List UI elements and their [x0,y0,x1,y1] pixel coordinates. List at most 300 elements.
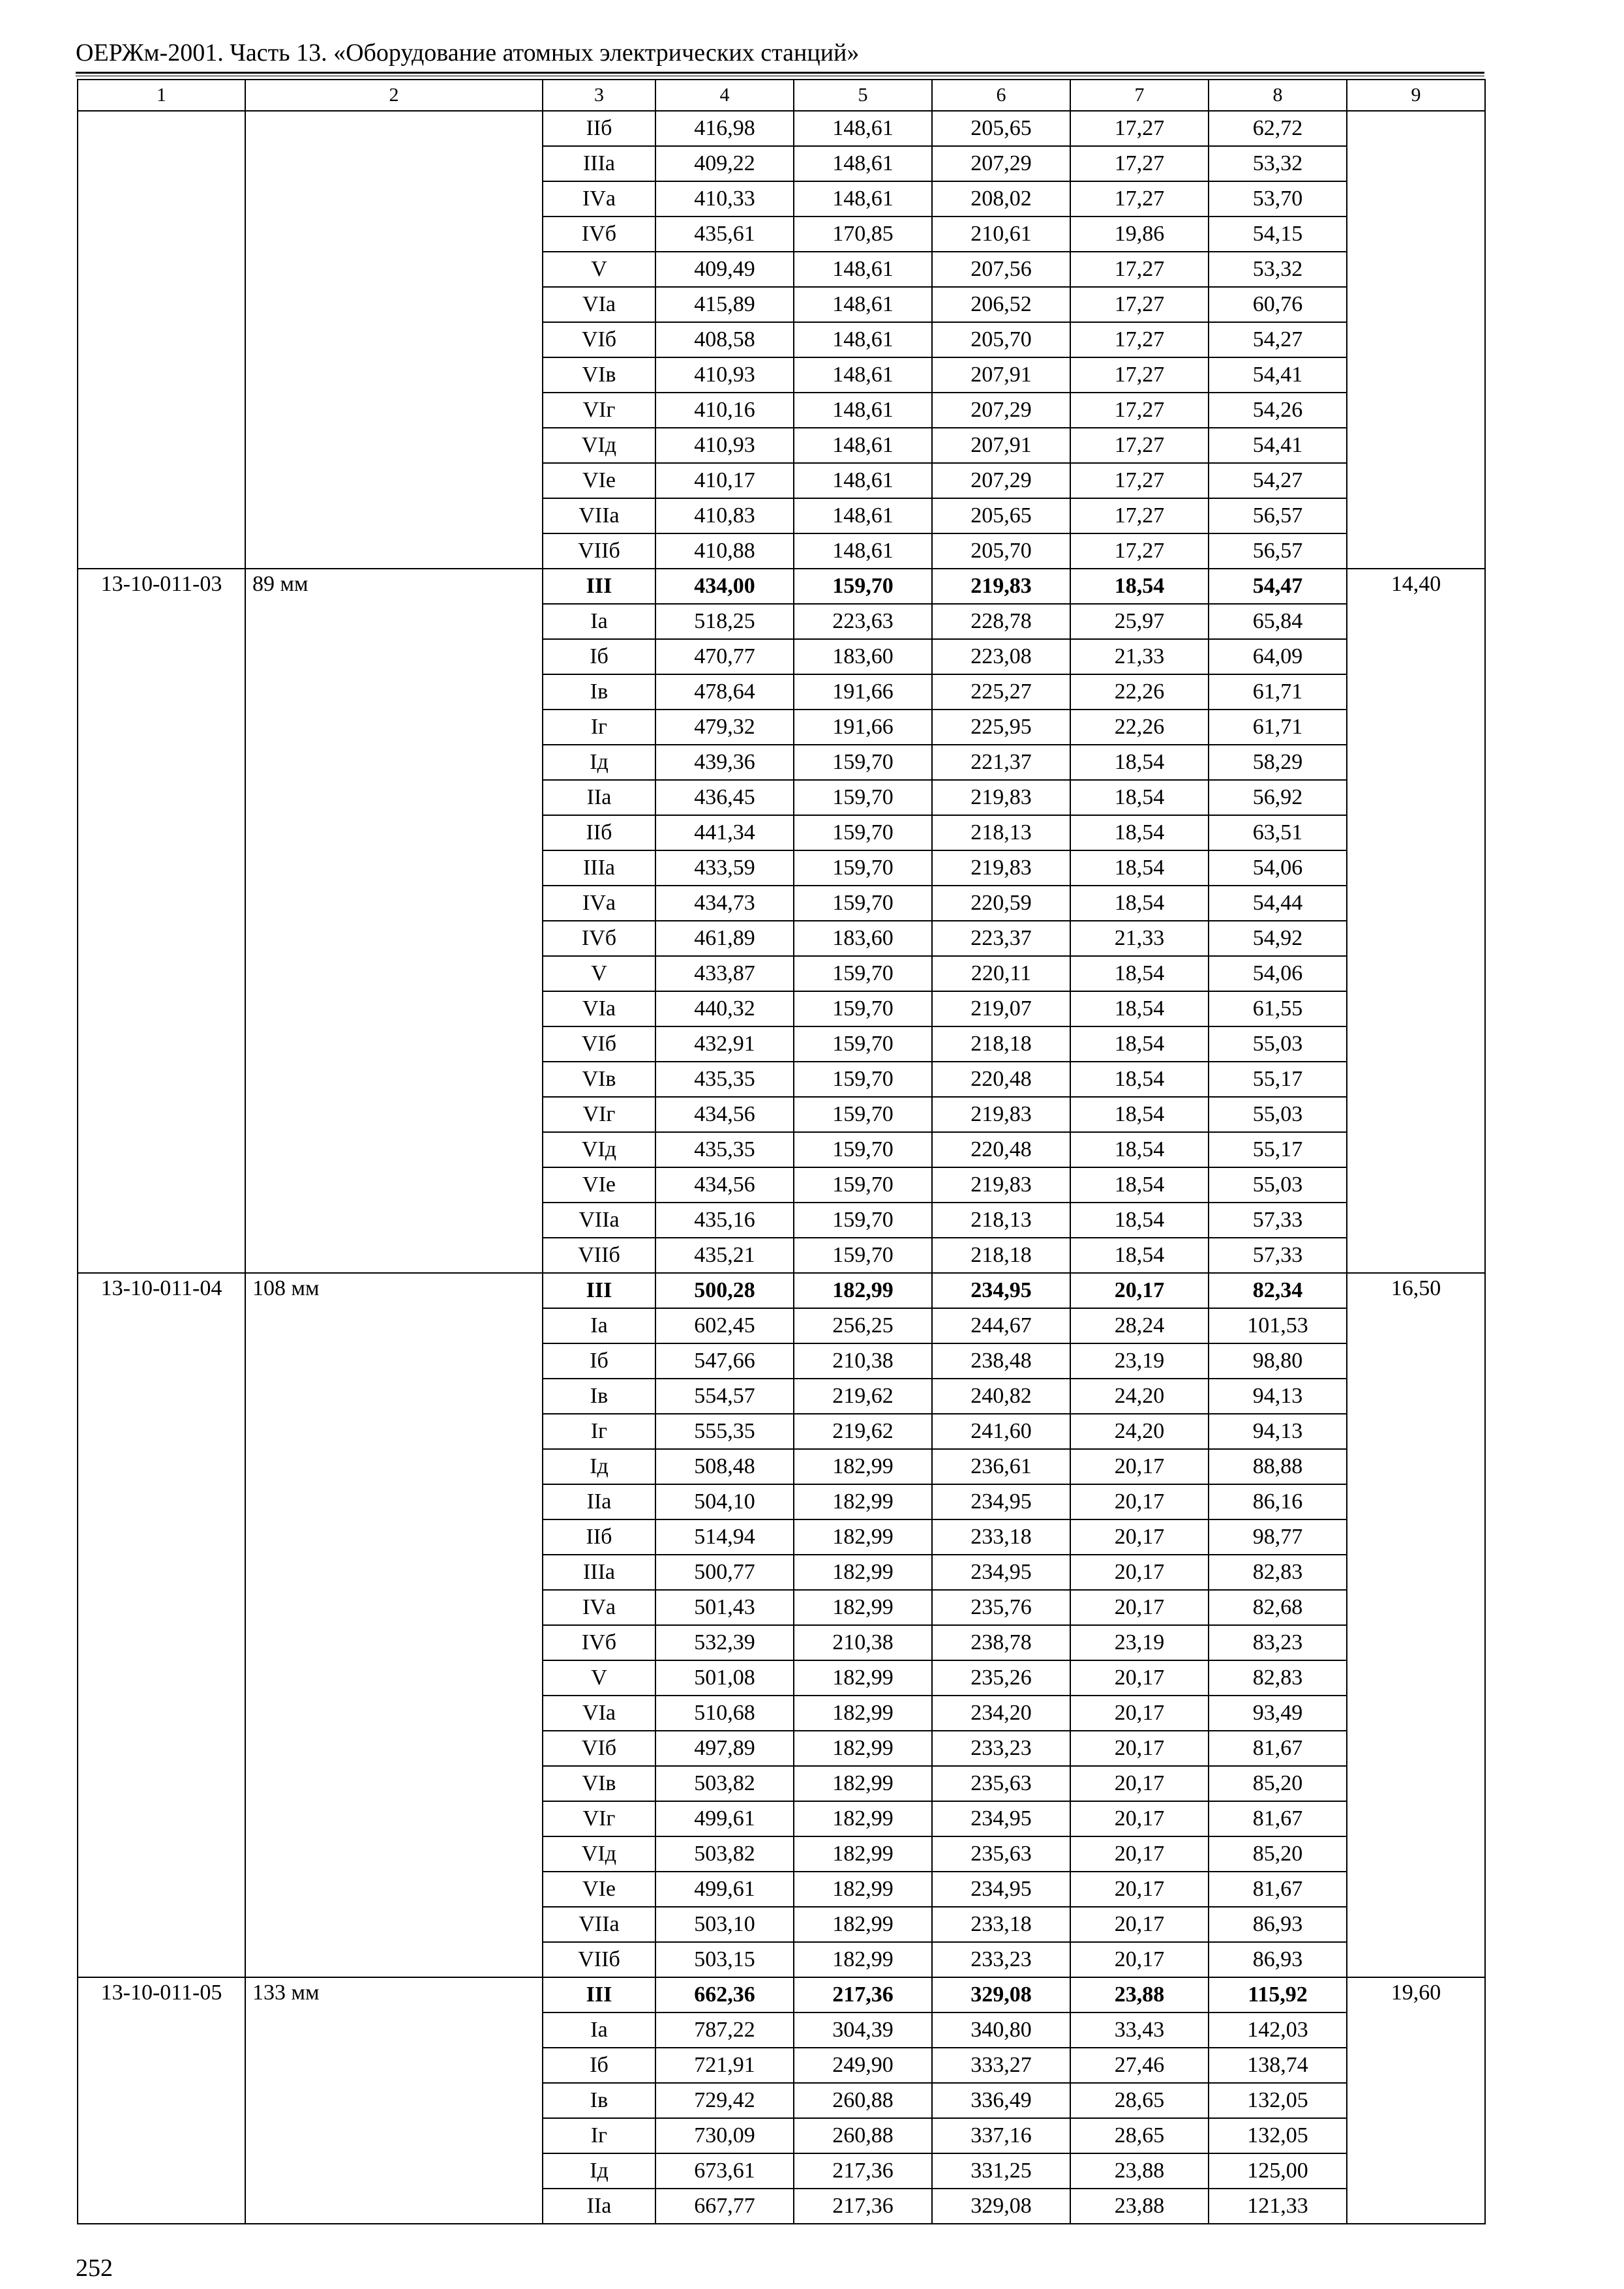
value-cell-col5: 182,99 [794,1836,932,1872]
value-cell-col4: 436,45 [655,780,794,815]
group-cell: VIб [543,1731,655,1766]
value-cell-col5: 159,70 [794,1062,932,1097]
value-cell-col6: 228,78 [932,604,1070,639]
value-cell-col7: 20,17 [1070,1590,1209,1625]
value-cell-col6: 218,18 [932,1238,1070,1273]
value-cell-col7: 18,54 [1070,1203,1209,1238]
value-cell-col7: 28,65 [1070,2083,1209,2118]
group-cell: VIе [543,1872,655,1907]
value-cell-col7: 18,54 [1070,991,1209,1026]
value-cell-col4: 432,91 [655,1026,794,1062]
diameter-cell: 89 мм [245,569,543,1273]
value-cell-col5: 159,70 [794,1238,932,1273]
value-cell-col4: 433,87 [655,956,794,991]
value-cell-col4: 730,09 [655,2118,794,2153]
value-cell-col6: 218,18 [932,1026,1070,1062]
group-cell: Iд [543,2153,655,2189]
value-cell-col6: 225,95 [932,710,1070,745]
group-cell: IVа [543,1590,655,1625]
value-cell-col4: 673,61 [655,2153,794,2189]
group-cell: Iа [543,2012,655,2048]
value-cell-col4: 433,59 [655,850,794,886]
value-cell-col8: 138,74 [1209,2048,1347,2083]
value-cell-col5: 256,25 [794,1308,932,1343]
group-cell: VIв [543,1766,655,1801]
value-cell-col6: 205,70 [932,322,1070,357]
value-cell-col5: 249,90 [794,2048,932,2083]
group-cell: Iа [543,604,655,639]
value-cell-col6: 219,83 [932,569,1070,604]
value-cell-col6: 219,83 [932,850,1070,886]
group-cell: VIа [543,991,655,1026]
value-cell-col4: 434,56 [655,1167,794,1203]
value-cell-col4: 416,98 [655,111,794,146]
value-cell-col6: 223,08 [932,639,1070,674]
value-cell-col5: 148,61 [794,498,932,533]
value-cell-col8: 115,92 [1209,1977,1347,2012]
value-cell-col7: 20,17 [1070,1660,1209,1696]
value-cell-col4: 500,28 [655,1273,794,1308]
value-cell-col8: 82,68 [1209,1590,1347,1625]
value-cell-col6: 234,95 [932,1555,1070,1590]
value-cell-col8: 54,41 [1209,428,1347,463]
column-number-cell: 3 [543,80,655,111]
value-cell-col7: 17,27 [1070,322,1209,357]
value-cell-col7: 20,17 [1070,1484,1209,1519]
value-cell-col5: 159,70 [794,991,932,1026]
value-cell-col8: 125,00 [1209,2153,1347,2189]
value-cell-col5: 191,66 [794,710,932,745]
group-cell: III [543,1977,655,2012]
value-cell-col4: 503,10 [655,1907,794,1942]
value-cell-col8: 94,13 [1209,1379,1347,1414]
value-cell-col6: 219,83 [932,1167,1070,1203]
value-cell-col4: 410,93 [655,357,794,393]
value-cell-col5: 159,70 [794,569,932,604]
value-cell-col4: 415,89 [655,287,794,322]
value-cell-col7: 23,88 [1070,2189,1209,2224]
value-cell-col6: 238,78 [932,1625,1070,1660]
value-cell-col8: 132,05 [1209,2083,1347,2118]
value-cell-col7: 20,17 [1070,1555,1209,1590]
value-cell-col6: 340,80 [932,2012,1070,2048]
value-cell-col4: 503,15 [655,1942,794,1977]
value-cell-col7: 18,54 [1070,745,1209,780]
value-cell-col5: 148,61 [794,111,932,146]
value-cell-col4: 721,91 [655,2048,794,2083]
value-cell-col4: 555,35 [655,1414,794,1449]
value-cell-col5: 159,70 [794,886,932,921]
value-cell-col5: 219,62 [794,1379,932,1414]
value-cell-col5: 159,70 [794,850,932,886]
group-cell: Iб [543,1343,655,1379]
value-cell-col7: 18,54 [1070,1132,1209,1167]
value-cell-col6: 206,52 [932,287,1070,322]
table-row-main [78,569,1485,604]
value-cell-col7: 21,33 [1070,921,1209,956]
value-cell-col7: 25,97 [1070,604,1209,639]
rate-code-cell: 13-10-011-04 [78,1273,245,1977]
value-cell-col6: 234,95 [932,1484,1070,1519]
value-cell-col4: 435,35 [655,1132,794,1167]
value-cell-col7: 20,17 [1070,1801,1209,1836]
value-cell-col7: 20,17 [1070,1942,1209,1977]
value-cell-col8: 55,03 [1209,1026,1347,1062]
value-cell-col6: 333,27 [932,2048,1070,2083]
table-row-main [78,1273,1485,1308]
value-cell-col8: 121,33 [1209,2189,1347,2224]
value-cell-col8: 101,53 [1209,1308,1347,1343]
value-cell-col5: 148,61 [794,533,932,569]
group-cell: IVб [543,921,655,956]
value-cell-col7: 18,54 [1070,850,1209,886]
value-cell-col5: 182,99 [794,1942,932,1977]
group-cell: V [543,956,655,991]
value-cell-col5: 183,60 [794,921,932,956]
value-cell-col7: 27,46 [1070,2048,1209,2083]
group-cell: III [543,569,655,604]
group-cell: Iд [543,1449,655,1484]
value-cell-col6: 223,37 [932,921,1070,956]
group-cell: IVа [543,181,655,217]
value-cell-col8: 58,29 [1209,745,1347,780]
value-cell-col8: 62,72 [1209,111,1347,146]
value-cell-col6: 329,08 [932,1977,1070,2012]
value-cell-col8: 54,27 [1209,463,1347,498]
value-cell-col8: 61,71 [1209,674,1347,710]
value-cell-col5: 159,70 [794,780,932,815]
value-cell-col7: 33,43 [1070,2012,1209,2048]
value-cell-col7: 23,88 [1070,1977,1209,2012]
value-cell-col6: 205,70 [932,533,1070,569]
value-cell-col4: 479,32 [655,710,794,745]
value-cell-col8: 86,16 [1209,1484,1347,1519]
value-cell-col5: 148,61 [794,428,932,463]
value-cell-col6: 234,95 [932,1801,1070,1836]
group-cell: IIа [543,1484,655,1519]
value-cell-col5: 159,70 [794,1132,932,1167]
value-cell-col8: 54,47 [1209,569,1347,604]
value-cell-col4: 510,68 [655,1696,794,1731]
value-cell-col7: 28,65 [1070,2118,1209,2153]
value-cell-col4: 497,89 [655,1731,794,1766]
value-cell-col6: 205,65 [932,111,1070,146]
page-header: ОЕРЖм-2001. Часть 13. «Оборудование атомных электрических станций» [76,39,860,67]
group-cell: IIб [543,815,655,850]
value-cell-col5: 159,70 [794,815,932,850]
value-cell-col5: 182,99 [794,1731,932,1766]
value-cell-col4: 410,17 [655,463,794,498]
value-cell-col4: 508,48 [655,1449,794,1484]
value-cell-col5: 217,36 [794,1977,932,2012]
column-number-cell: 9 [1347,80,1485,111]
group-cell: VIа [543,287,655,322]
group-cell: VIд [543,1836,655,1872]
group-cell: V [543,1660,655,1696]
diameter-cell: 133 мм [245,1977,543,2224]
group-cell: VIIа [543,498,655,533]
value-cell-col4: 435,21 [655,1238,794,1273]
value-cell-col8: 142,03 [1209,2012,1347,2048]
value-cell-col7: 20,17 [1070,1273,1209,1308]
value-cell-col7: 21,33 [1070,639,1209,674]
value-cell-col5: 260,88 [794,2083,932,2118]
value-cell-col4: 440,32 [655,991,794,1026]
value-cell-col6: 233,18 [932,1907,1070,1942]
table-row [78,111,1485,146]
value-cell-col4: 547,66 [655,1343,794,1379]
value-cell-col7: 23,19 [1070,1343,1209,1379]
column-number-cell: 7 [1070,80,1209,111]
column-number-cell: 1 [78,80,245,111]
value-cell-col8: 98,80 [1209,1343,1347,1379]
value-cell-col5: 223,63 [794,604,932,639]
group-cell: Iв [543,2083,655,2118]
value-cell-col5: 182,99 [794,1484,932,1519]
value-cell-col7: 18,54 [1070,956,1209,991]
value-cell-col7: 18,54 [1070,1062,1209,1097]
value-cell-col8: 56,57 [1209,498,1347,533]
value-cell-col4: 602,45 [655,1308,794,1343]
value-cell-col8: 60,76 [1209,287,1347,322]
value-cell-col7: 18,54 [1070,1026,1209,1062]
table-row-main [78,1977,1485,2012]
value-cell-col6: 329,08 [932,2189,1070,2224]
group-cell: IIа [543,2189,655,2224]
value-cell-col8: 81,67 [1209,1872,1347,1907]
group-cell: Iд [543,745,655,780]
group-cell: IIIа [543,1555,655,1590]
value-cell-col8: 65,84 [1209,604,1347,639]
value-cell-col5: 148,61 [794,463,932,498]
value-cell-col8: 54,44 [1209,886,1347,921]
col9-cell [1347,111,1485,569]
value-cell-col5: 217,36 [794,2153,932,2189]
diameter-cell: 108 мм [245,1273,543,1977]
value-cell-col6: 236,61 [932,1449,1070,1484]
group-cell: VIб [543,1026,655,1062]
value-cell-col6: 233,18 [932,1519,1070,1555]
value-cell-col4: 504,10 [655,1484,794,1519]
value-cell-col4: 503,82 [655,1836,794,1872]
value-cell-col6: 208,02 [932,181,1070,217]
value-cell-col8: 86,93 [1209,1907,1347,1942]
group-cell: Iв [543,674,655,710]
value-cell-col4: 499,61 [655,1801,794,1836]
column-number-row [78,80,1485,111]
value-cell-col8: 53,32 [1209,146,1347,181]
value-cell-col7: 20,17 [1070,1907,1209,1942]
value-cell-col4: 435,61 [655,217,794,252]
value-cell-col6: 240,82 [932,1379,1070,1414]
group-cell: IIб [543,1519,655,1555]
value-cell-col8: 53,70 [1209,181,1347,217]
col9-cell: 14,40 [1347,569,1485,1273]
value-cell-col8: 63,51 [1209,815,1347,850]
value-cell-col5: 210,38 [794,1343,932,1379]
value-cell-col7: 18,54 [1070,886,1209,921]
value-cell-col8: 53,32 [1209,252,1347,287]
value-cell-col8: 82,83 [1209,1660,1347,1696]
value-cell-col6: 219,83 [932,780,1070,815]
group-cell: VIа [543,1696,655,1731]
value-cell-col7: 20,17 [1070,1872,1209,1907]
group-cell: Iг [543,710,655,745]
value-cell-col4: 435,16 [655,1203,794,1238]
value-cell-col6: 238,48 [932,1343,1070,1379]
value-cell-col8: 54,15 [1209,217,1347,252]
value-cell-col6: 235,63 [932,1766,1070,1801]
value-cell-col6: 225,27 [932,674,1070,710]
value-cell-col5: 182,99 [794,1590,932,1625]
value-cell-col7: 17,27 [1070,357,1209,393]
group-cell: IIа [543,780,655,815]
value-cell-col7: 18,54 [1070,780,1209,815]
group-cell: Iб [543,2048,655,2083]
value-cell-col6: 207,91 [932,357,1070,393]
value-cell-col8: 54,06 [1209,850,1347,886]
value-cell-col6: 234,95 [932,1273,1070,1308]
value-cell-col7: 20,17 [1070,1519,1209,1555]
value-cell-col4: 478,64 [655,674,794,710]
value-cell-col4: 435,35 [655,1062,794,1097]
value-cell-col8: 56,92 [1209,780,1347,815]
value-cell-col4: 470,77 [655,639,794,674]
group-cell: Iа [543,1308,655,1343]
value-cell-col5: 183,60 [794,639,932,674]
value-cell-col7: 17,27 [1070,181,1209,217]
value-cell-col4: 410,16 [655,393,794,428]
group-cell: VIIа [543,1907,655,1942]
value-cell-col7: 22,26 [1070,674,1209,710]
group-cell: VIIб [543,1942,655,1977]
value-cell-col5: 148,61 [794,357,932,393]
value-cell-col6: 337,16 [932,2118,1070,2153]
value-cell-col7: 17,27 [1070,287,1209,322]
group-cell: Iб [543,639,655,674]
col9-cell: 19,60 [1347,1977,1485,2224]
value-cell-col4: 434,73 [655,886,794,921]
value-cell-col8: 56,57 [1209,533,1347,569]
value-cell-col8: 55,03 [1209,1167,1347,1203]
value-cell-col5: 182,99 [794,1660,932,1696]
value-cell-col7: 24,20 [1070,1379,1209,1414]
value-cell-col4: 461,89 [655,921,794,956]
value-cell-col8: 132,05 [1209,2118,1347,2153]
value-cell-col8: 86,93 [1209,1942,1347,1977]
value-cell-col4: 441,34 [655,815,794,850]
value-cell-col5: 182,99 [794,1555,932,1590]
value-cell-col6: 207,56 [932,252,1070,287]
value-cell-col7: 17,27 [1070,428,1209,463]
group-cell: VIд [543,428,655,463]
rates-table [77,79,1486,2224]
value-cell-col5: 182,99 [794,1449,932,1484]
value-cell-col5: 191,66 [794,674,932,710]
rate-code-cell: 13-10-011-05 [78,1977,245,2224]
value-cell-col7: 17,27 [1070,533,1209,569]
value-cell-col4: 434,56 [655,1097,794,1132]
value-cell-col4: 501,08 [655,1660,794,1696]
value-cell-col7: 17,27 [1070,111,1209,146]
value-cell-col5: 182,99 [794,1519,932,1555]
value-cell-col7: 18,54 [1070,1167,1209,1203]
value-cell-col5: 159,70 [794,1097,932,1132]
value-cell-col5: 148,61 [794,146,932,181]
value-cell-col5: 260,88 [794,2118,932,2153]
value-cell-col6: 221,37 [932,745,1070,780]
value-cell-col8: 55,17 [1209,1062,1347,1097]
value-cell-col7: 17,27 [1070,252,1209,287]
value-cell-col6: 234,95 [932,1872,1070,1907]
value-cell-col4: 501,43 [655,1590,794,1625]
column-number-cell: 6 [932,80,1070,111]
value-cell-col5: 182,99 [794,1907,932,1942]
value-cell-col5: 159,70 [794,1026,932,1062]
group-cell: IVа [543,886,655,921]
value-cell-col4: 532,39 [655,1625,794,1660]
value-cell-col5: 210,38 [794,1625,932,1660]
value-cell-col7: 20,17 [1070,1731,1209,1766]
value-cell-col8: 54,41 [1209,357,1347,393]
value-cell-col5: 159,70 [794,1167,932,1203]
value-cell-col8: 88,88 [1209,1449,1347,1484]
value-cell-col4: 667,77 [655,2189,794,2224]
value-cell-col5: 148,61 [794,287,932,322]
group-cell: IIIа [543,850,655,886]
rate-code-cell: 13-10-011-03 [78,569,245,1273]
column-number-cell: 8 [1209,80,1347,111]
value-cell-col4: 408,58 [655,322,794,357]
value-cell-col4: 518,25 [655,604,794,639]
value-cell-col4: 729,42 [655,2083,794,2118]
value-cell-col5: 148,61 [794,252,932,287]
value-cell-col8: 98,77 [1209,1519,1347,1555]
value-cell-col5: 148,61 [794,181,932,217]
value-cell-col8: 54,26 [1209,393,1347,428]
value-cell-col8: 85,20 [1209,1766,1347,1801]
value-cell-col6: 220,48 [932,1132,1070,1167]
value-cell-col6: 219,83 [932,1097,1070,1132]
group-cell: IIIа [543,146,655,181]
value-cell-col6: 207,29 [932,463,1070,498]
group-cell: VIг [543,393,655,428]
value-cell-col4: 439,36 [655,745,794,780]
value-cell-col6: 219,07 [932,991,1070,1026]
group-cell: VIIб [543,533,655,569]
group-cell: VIIб [543,1238,655,1273]
value-cell-col7: 23,88 [1070,2153,1209,2189]
value-cell-col6: 218,13 [932,815,1070,850]
group-cell: IVб [543,217,655,252]
value-cell-col4: 514,94 [655,1519,794,1555]
value-cell-col7: 28,24 [1070,1308,1209,1343]
value-cell-col6: 207,29 [932,146,1070,181]
group-cell: VIг [543,1801,655,1836]
value-cell-col5: 182,99 [794,1801,932,1836]
value-cell-col7: 17,27 [1070,393,1209,428]
value-cell-col7: 19,86 [1070,217,1209,252]
group-cell: VIв [543,1062,655,1097]
value-cell-col7: 18,54 [1070,815,1209,850]
value-cell-col4: 499,61 [655,1872,794,1907]
value-cell-col8: 57,33 [1209,1203,1347,1238]
rates-table-body [78,80,1485,2224]
value-cell-col8: 94,13 [1209,1414,1347,1449]
group-cell: VIе [543,463,655,498]
rate-code-cell [78,111,245,569]
value-cell-col4: 503,82 [655,1766,794,1801]
